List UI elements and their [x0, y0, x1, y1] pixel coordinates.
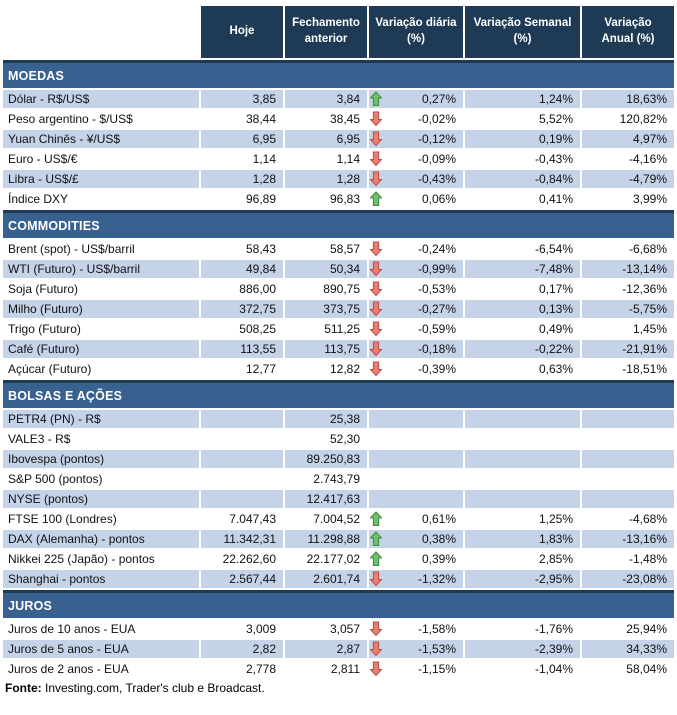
variacao-anual-value: -4,16% — [628, 152, 667, 166]
trend-arrow-slot — [370, 551, 385, 567]
trend-arrow-slot — [370, 131, 385, 147]
fechamento-value: 7.004,52 — [313, 512, 360, 526]
variacao-semanal-value: -2,39% — [465, 640, 580, 658]
variacao-anual-value: 3,99% — [632, 192, 667, 206]
variacao-anual-value: -12,36% — [622, 282, 667, 296]
down-arrow-icon — [370, 151, 382, 167]
row-label: VALE3 - R$ — [8, 432, 71, 446]
variacao-semanal-value: 1,24% — [465, 90, 580, 108]
section-header-moedas — [3, 60, 674, 88]
variacao-semanal-value: 0,13% — [465, 300, 580, 318]
variacao-semanal-value: -6,54% — [534, 242, 573, 256]
variacao-semanal-value: 0,19% — [465, 130, 580, 148]
trend-arrow-slot — [370, 91, 385, 107]
header-col-hoje — [201, 6, 283, 58]
variacao-diaria-cell — [369, 640, 463, 658]
hoje-value — [201, 470, 283, 488]
hoje-value: 12,77 — [245, 362, 276, 376]
variacao-semanal-value: 5,52% — [538, 112, 573, 126]
variacao-diaria-cell — [369, 280, 463, 298]
trend-arrow-slot — [370, 241, 385, 257]
variacao-diaria-cell — [369, 90, 463, 108]
variacao-diaria-value: -0,18% — [417, 342, 456, 356]
variacao-diaria-value: 0,39% — [421, 552, 456, 566]
variacao-diaria-value: -1,15% — [417, 662, 456, 676]
variacao-anual-value: 34,33% — [582, 640, 674, 658]
variacao-diaria-cell — [369, 660, 463, 678]
row-label: Yuan Chinês - ¥/US$ — [3, 130, 199, 148]
down-arrow-icon — [370, 261, 382, 277]
variacao-semanal-value: 0,17% — [538, 282, 573, 296]
down-arrow-icon — [370, 131, 382, 147]
hoje-value: 1,28 — [201, 170, 283, 188]
row-label: Ibovespa (pontos) — [3, 450, 199, 468]
variacao-diaria-cell — [369, 360, 463, 378]
down-arrow-icon — [370, 111, 382, 127]
variacao-semanal-value: -0,84% — [465, 170, 580, 188]
down-arrow-icon — [370, 341, 382, 357]
fechamento-value: 22.177,02 — [306, 552, 360, 566]
row-label: Euro - US$/€ — [8, 152, 78, 166]
hoje-value: 2.567,44 — [201, 570, 283, 588]
row-label: Juros de 5 anos - EUA — [3, 640, 199, 658]
up-arrow-icon — [370, 511, 382, 527]
hoje-value — [201, 430, 283, 448]
variacao-semanal-value: -1,04% — [534, 662, 573, 676]
variacao-diaria-cell — [369, 570, 463, 588]
fechamento-value: 96,83 — [329, 192, 360, 206]
rates-table — [3, 6, 674, 678]
fechamento-value: 511,25 — [324, 322, 360, 336]
fechamento-value: 2.601,74 — [285, 570, 367, 588]
variacao-semanal-value — [465, 410, 580, 428]
trend-arrow-slot — [370, 301, 385, 317]
variacao-diaria-cell — [369, 490, 463, 508]
variacao-diaria-value: -0,53% — [417, 282, 456, 296]
trend-arrow-slot — [370, 261, 385, 277]
trend-arrow-slot — [370, 111, 385, 127]
variacao-diaria-cell — [369, 150, 463, 168]
trend-arrow-slot — [370, 641, 385, 657]
variacao-diaria-value: 0,06% — [421, 192, 456, 206]
variacao-anual-value: -13,14% — [582, 260, 674, 278]
fechamento-value: 12.417,63 — [285, 490, 367, 508]
variacao-semanal-value: -0,22% — [465, 340, 580, 358]
up-arrow-icon — [370, 531, 382, 547]
trend-arrow-slot — [370, 431, 385, 447]
variacao-diaria-cell — [369, 620, 463, 638]
variacao-semanal-value — [465, 470, 580, 488]
fechamento-value: 52,30 — [329, 432, 360, 446]
section-header-juros — [3, 590, 674, 618]
row-label: Libra - US$/£ — [3, 170, 199, 188]
variacao-diaria-value: -0,27% — [417, 302, 456, 316]
variacao-diaria-cell — [369, 260, 463, 278]
down-arrow-icon — [370, 661, 382, 677]
variacao-diaria-value: -0,59% — [417, 322, 456, 336]
trend-arrow-slot — [370, 531, 385, 547]
fechamento-value: 38,45 — [329, 112, 360, 126]
trend-arrow-slot — [370, 451, 385, 467]
down-arrow-icon — [370, 281, 382, 297]
hoje-value: 11.342,31 — [201, 530, 283, 548]
row-label: Açúcar (Futuro) — [8, 362, 92, 376]
hoje-value: 58,43 — [245, 242, 276, 256]
down-arrow-icon — [370, 241, 382, 257]
variacao-semanal-value — [465, 490, 580, 508]
variacao-anual-value — [582, 490, 674, 508]
source-note-label: Fonte: — [5, 681, 42, 695]
section-header-commodities — [3, 210, 674, 238]
variacao-diaria-cell — [369, 170, 463, 188]
variacao-anual-value — [582, 470, 674, 488]
variacao-anual-value — [582, 450, 674, 468]
fechamento-value: 58,57 — [329, 242, 360, 256]
hoje-value — [201, 410, 283, 428]
variacao-anual-value: 18,63% — [582, 90, 674, 108]
row-label: Trigo (Futuro) — [8, 322, 81, 336]
hoje-value: 3,009 — [245, 622, 276, 636]
variacao-diaria-value: -1,53% — [417, 642, 456, 656]
trend-arrow-slot — [370, 341, 385, 357]
down-arrow-icon — [370, 641, 382, 657]
section-header-bolsas-e-acoes — [3, 380, 674, 408]
variacao-anual-value — [582, 430, 674, 448]
row-label: Juros de 10 anos - EUA — [8, 622, 136, 636]
header-col-variacao-diaria-line1: Variação diária — [375, 17, 457, 30]
variacao-semanal-value — [465, 450, 580, 468]
row-label: DAX (Alemanha) - pontos — [3, 530, 199, 548]
source-note-text: Investing.com, Trader's club e Broadcast. — [41, 681, 265, 695]
variacao-anual-value: -18,51% — [622, 362, 667, 376]
hoje-value: 3,85 — [201, 90, 283, 108]
variacao-diaria-cell — [369, 110, 463, 128]
header-col-variacao-semanal-line1: Variação Semanal — [473, 17, 572, 30]
variacao-diaria-value: -0,39% — [417, 362, 456, 376]
variacao-semanal-value: -1,76% — [534, 622, 573, 636]
trend-arrow-slot — [370, 661, 385, 677]
row-label: Soja (Futuro) — [8, 282, 79, 296]
header-col-variacao-anual-line1: Variação — [604, 17, 652, 30]
variacao-semanal-value: 1,25% — [538, 512, 573, 526]
hoje-value: 113,55 — [201, 340, 283, 358]
trend-arrow-slot — [370, 151, 385, 167]
section-title-bolsas-e-acoes: BOLSAS E AÇÕES — [8, 388, 123, 403]
variacao-diaria-value: -1,58% — [417, 622, 456, 636]
variacao-anual-value: -5,75% — [582, 300, 674, 318]
up-arrow-icon — [370, 551, 382, 567]
row-label: NYSE (pontos) — [3, 490, 199, 508]
hoje-value: 38,44 — [245, 112, 276, 126]
header-col-variacao-anual-line2: Anual (%) — [601, 33, 655, 45]
hoje-value: 6,95 — [201, 130, 283, 148]
hoje-value: 372,75 — [201, 300, 283, 318]
variacao-diaria-cell — [369, 530, 463, 548]
section-title-juros: JUROS — [8, 598, 53, 613]
header-col-hoje-line1: Hoje — [229, 25, 255, 38]
variacao-diaria-cell — [369, 550, 463, 568]
variacao-semanal-value: 1,83% — [465, 530, 580, 548]
trend-arrow-slot — [370, 491, 385, 507]
trend-arrow-slot — [370, 511, 385, 527]
row-label: Índice DXY — [8, 192, 69, 206]
fechamento-value: 1,28 — [285, 170, 367, 188]
hoje-value: 886,00 — [239, 282, 276, 296]
variacao-diaria-value: -0,09% — [417, 152, 456, 166]
header-col-variacao-diaria — [369, 6, 463, 58]
row-label: WTI (Futuro) - US$/barril — [3, 260, 199, 278]
trend-arrow-slot — [370, 171, 385, 187]
variacao-diaria-cell — [369, 510, 463, 528]
fechamento-value: 11.298,88 — [285, 530, 367, 548]
variacao-diaria-cell — [369, 190, 463, 208]
fechamento-value: 890,75 — [323, 282, 360, 296]
hoje-value — [201, 490, 283, 508]
header-col-fechamento — [285, 6, 367, 58]
source-note — [3, 681, 674, 695]
variacao-semanal-value — [465, 430, 580, 448]
variacao-semanal-value: -2,95% — [465, 570, 580, 588]
variacao-diaria-value: 0,27% — [421, 92, 456, 106]
trend-arrow-slot — [370, 361, 385, 377]
header-empty-cell — [3, 6, 199, 58]
variacao-diaria-value: 0,61% — [421, 512, 456, 526]
variacao-diaria-value: -0,99% — [417, 262, 456, 276]
variacao-diaria-cell — [369, 470, 463, 488]
section-title-moedas: MOEDAS — [8, 68, 65, 83]
fechamento-value: 50,34 — [285, 260, 367, 278]
trend-arrow-slot — [370, 191, 385, 207]
header-col-variacao-semanal — [465, 6, 580, 58]
trend-arrow-slot — [370, 571, 385, 587]
row-label: Nikkei 225 (Japão) - pontos — [8, 552, 155, 566]
variacao-anual-value: -6,68% — [628, 242, 667, 256]
variacao-anual-value: 120,82% — [619, 112, 667, 126]
variacao-anual-value: -1,48% — [628, 552, 667, 566]
down-arrow-icon — [370, 361, 382, 377]
row-label: Juros de 2 anos - EUA — [8, 662, 129, 676]
down-arrow-icon — [370, 301, 382, 317]
header-col-variacao-semanal-line2: (%) — [513, 33, 532, 45]
variacao-diaria-value: -0,02% — [417, 112, 456, 126]
variacao-anual-value: -23,08% — [582, 570, 674, 588]
fechamento-value: 6,95 — [285, 130, 367, 148]
hoje-value: 49,84 — [201, 260, 283, 278]
row-label: Shanghai - pontos — [3, 570, 199, 588]
variacao-semanal-value: 0,49% — [538, 322, 573, 336]
fechamento-value: 2,87 — [285, 640, 367, 658]
up-arrow-icon — [370, 91, 382, 107]
down-arrow-icon — [370, 171, 382, 187]
header-col-variacao-anual — [582, 6, 674, 58]
down-arrow-icon — [370, 321, 382, 337]
variacao-anual-value: 4,97% — [582, 130, 674, 148]
variacao-semanal-value: 0,41% — [538, 192, 573, 206]
variacao-diaria-value: -0,12% — [417, 132, 456, 146]
variacao-anual-value: -4,68% — [628, 512, 667, 526]
hoje-value: 22.262,60 — [222, 552, 276, 566]
header-col-fechamento-line2: anterior — [304, 33, 348, 45]
hoje-value: 508,25 — [239, 322, 276, 336]
fechamento-value: 25,38 — [285, 410, 367, 428]
variacao-diaria-cell — [369, 300, 463, 318]
fechamento-value: 1,14 — [336, 152, 360, 166]
hoje-value — [201, 450, 283, 468]
variacao-semanal-value: -0,43% — [534, 152, 573, 166]
variacao-anual-value: -4,79% — [582, 170, 674, 188]
variacao-diaria-cell — [369, 130, 463, 148]
variacao-semanal-value: 2,85% — [538, 552, 573, 566]
fechamento-value: 3,057 — [329, 622, 360, 636]
variacao-diaria-cell — [369, 320, 463, 338]
variacao-diaria-value: -0,24% — [417, 242, 456, 256]
variacao-diaria-value: -0,43% — [417, 172, 456, 186]
row-label: FTSE 100 (Londres) — [8, 512, 117, 526]
fechamento-value: 89.250,83 — [285, 450, 367, 468]
variacao-diaria-value: 0,38% — [421, 532, 456, 546]
header-col-variacao-diaria-line2: (%) — [407, 33, 425, 45]
trend-arrow-slot — [370, 621, 385, 637]
hoje-value: 1,14 — [252, 152, 276, 166]
fechamento-value: 3,84 — [285, 90, 367, 108]
fechamento-value: 12,82 — [329, 362, 360, 376]
row-label: Peso argentino - $/US$ — [8, 112, 133, 126]
hoje-value: 96,89 — [245, 192, 276, 206]
row-label: Milho (Futuro) — [3, 300, 199, 318]
row-label: Café (Futuro) — [3, 340, 199, 358]
down-arrow-icon — [370, 571, 382, 587]
variacao-diaria-value: -1,32% — [417, 572, 456, 586]
variacao-semanal-value: -7,48% — [465, 260, 580, 278]
variacao-anual-value: -13,16% — [582, 530, 674, 548]
section-title-commodities: COMMODITIES — [8, 218, 100, 233]
variacao-anual-value: -21,91% — [582, 340, 674, 358]
up-arrow-icon — [370, 191, 382, 207]
fechamento-value: 2.743,79 — [313, 472, 360, 486]
variacao-diaria-cell — [369, 340, 463, 358]
fechamento-value: 2,811 — [330, 662, 360, 676]
variacao-diaria-cell — [369, 410, 463, 428]
down-arrow-icon — [370, 621, 382, 637]
row-label: S&P 500 (pontos) — [8, 472, 103, 486]
trend-arrow-slot — [370, 471, 385, 487]
fechamento-value: 113,75 — [285, 340, 367, 358]
variacao-anual-value — [582, 410, 674, 428]
row-label: PETR4 (PN) - R$ — [3, 410, 199, 428]
variacao-diaria-cell — [369, 450, 463, 468]
row-label: Dólar - R$/US$ — [3, 90, 199, 108]
hoje-value: 2,82 — [201, 640, 283, 658]
fechamento-value: 373,75 — [285, 300, 367, 318]
row-label: Brent (spot) - US$/barril — [8, 242, 135, 256]
trend-arrow-slot — [370, 321, 385, 337]
variacao-semanal-value: 0,63% — [538, 362, 573, 376]
trend-arrow-slot — [370, 281, 385, 297]
hoje-value: 7.047,43 — [229, 512, 276, 526]
variacao-diaria-cell — [369, 430, 463, 448]
variacao-anual-value: 58,04% — [626, 662, 667, 676]
variacao-diaria-cell — [369, 240, 463, 258]
hoje-value: 2,778 — [245, 662, 276, 676]
variacao-anual-value: 25,94% — [626, 622, 667, 636]
trend-arrow-slot — [370, 411, 385, 427]
variacao-anual-value: 1,45% — [632, 322, 667, 336]
header-col-fechamento-line1: Fechamento — [292, 17, 360, 30]
